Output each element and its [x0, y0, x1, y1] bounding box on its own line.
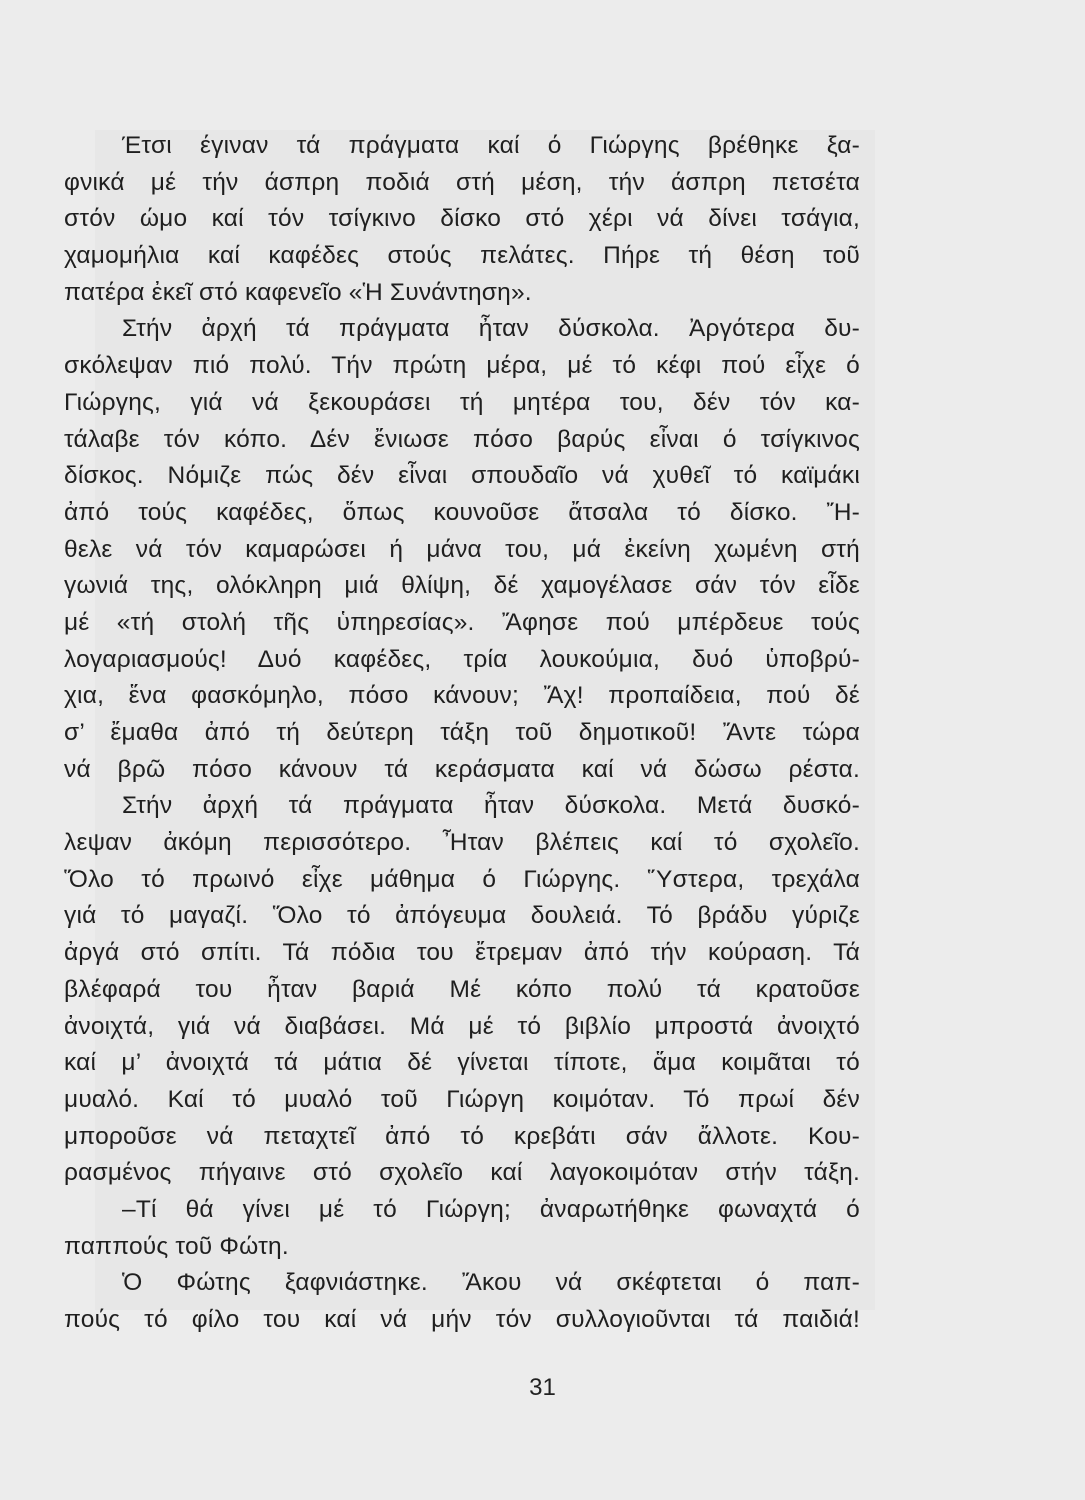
text-line: ἀπό τούς καφέδες, ὅπως κουνοῦσε ἄτσαλα τό δίσκο. Ἤ-	[64, 498, 860, 526]
text-line: νά βρῶ πόσο κάνουν τά κεράσματα καί νά δώσω ρέστα.	[64, 755, 860, 783]
text-line: χια, ἕνα φασκόμηλο, πόσο κάνουν; Ἄχ! προπαίδεια, πού δέ	[64, 682, 860, 710]
text-line: Ὁ Φώτης ξαφνιάστηκε. Ἄκου νά σκέφτεται ό παπ-	[122, 1269, 860, 1297]
text-line: φνικά μέ τήν άσπρη ποδιά στή μέση, τήν άσπρη πετσέτα	[64, 168, 860, 196]
text-line: Ὅλο τό πρωινό εἶχε μάθημα ό Γιώργης. Ὕστερα, τρεχάλα	[64, 865, 860, 893]
text-line: μποροῦσε νά πεταχτεῖ ἀπό τό κρεβάτι σάν ἄλλοτε. Κου-	[64, 1122, 860, 1150]
text-line: –Τί θά γίνει μέ τό Γιώργη; ἀναρωτήθηκε φωναχτά ό	[122, 1195, 860, 1223]
text-line: χαμομήλια καί καφέδες στούς πελάτες. Πήρε τή θέση τοῦ	[64, 242, 860, 270]
text-line: Στήν ἀρχή τά πράγματα ἦταν δύσκολα. Μετά δυσκό-	[122, 792, 860, 820]
text-line: ἀργά στό σπίτι. Τά πόδια του ἔτρεμαν ἀπό τήν κούραση. Τά	[64, 939, 860, 967]
text-line: παππούς τοῦ Φώτη.	[64, 1232, 289, 1260]
text-line: καί μ’ ἀνοιχτά τά μάτια δέ γίνεται τίποτε, ἅμα κοιμᾶται τό	[64, 1049, 860, 1077]
text-line: τάλαβε τόν κόπο. Δέν ἔνιωσε πόσο βαρύς εἶναι ό τσίγκινος	[64, 425, 860, 453]
text-line: ρασμένος πήγαινε στό σχολεῖο καί λαγοκοιμόταν στήν τάξη.	[64, 1159, 860, 1187]
text-line: δίσκος. Νόμιζε πώς δέν εἶναι σπουδαῖο νά χυθεῖ τό καϊμάκι	[64, 462, 860, 490]
text-line: βλέφαρά του ἦταν βαριά Μέ κόπο πολύ τά κρατοῦσε	[64, 975, 860, 1003]
text-line: λογαριασμούς! Δυό καφέδες, τρία λουκούμια, δυό ὑποβρύ-	[64, 645, 860, 673]
text-line: σκόλεψαν πιό πολύ. Τήν πρώτη μέρα, μέ τό κέφι πού εἶχε ό	[64, 352, 860, 380]
text-line: γωνιά της, ολόκληρη μιά θλίψη, δέ χαμογέλασε σάν τόν εἶδε	[64, 572, 860, 600]
body-text	[64, 128, 860, 1339]
text-line: ἀνοιχτά, γιά νά διαβάσει. Μά μέ τό βιβλίο μπροστά ἀνοιχτό	[64, 1012, 860, 1040]
text-line: μέ «τή στολή τῆς ὑπηρεσίας». Ἄφησε πού μπέρδευε τούς	[64, 608, 860, 636]
text-line: λεψαν ἀκόμη περισσότερο. Ἦταν βλέπεις καί τό σχολεῖο.	[64, 829, 860, 857]
text-line: πούς τό φίλο του καί νά μήν τόν συλλογιοῦνται τά παιδιά!	[64, 1306, 860, 1333]
text-line: Έτσι έγιναν τά πράγματα καί ό Γιώργης βρέθηκε ξα-	[122, 132, 860, 159]
text-line: θελε νά τόν καμαρώσει ή μάνα του, μά ἐκείνη χωμένη στή	[64, 535, 860, 563]
text-line: στόν ώμο καί τόν τσίγκινο δίσκο στό χέρι νά δίνει τσάγια,	[64, 205, 860, 233]
text-line: σ’ ἔμαθα ἀπό τή δεύτερη τάξη τοῦ δημοτικοῦ! Ἄντε τώρα	[64, 719, 860, 746]
text-line: Στήν ἀρχή τά πράγματα ἦταν δύσκολα. Ἀργότερα δυ-	[122, 315, 860, 343]
text-line: μυαλό. Καί τό μυαλό τοῦ Γιώργη κοιμόταν. Τό πρωί δέν	[64, 1085, 860, 1113]
page-number: 31	[529, 1374, 556, 1401]
text-line: Γιώργης, γιά νά ξεκουράσει τή μητέρα του, δέν τόν κα-	[64, 388, 860, 416]
text-line: πατέρα ἐκεῖ στό καφενεῖο «Ἡ Συνάντηση».	[64, 278, 532, 306]
text-line: γιά τό μαγαζί. Ὅλο τό ἀπόγευμα δουλειά. Τό βράδυ γύριζε	[64, 902, 860, 930]
